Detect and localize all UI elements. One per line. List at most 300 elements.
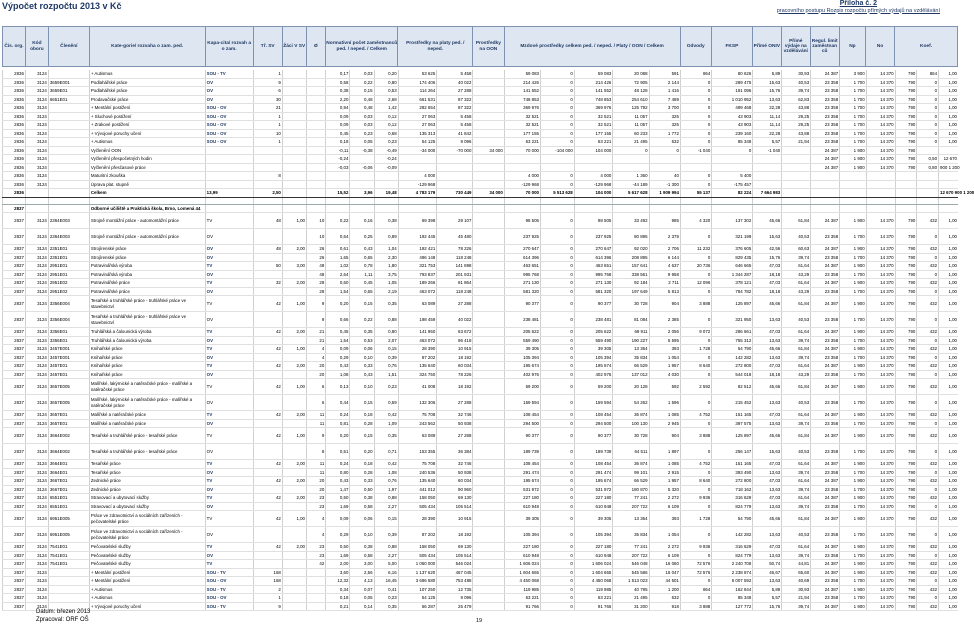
table-cell xyxy=(282,577,306,586)
table-cell: 0,43 xyxy=(326,362,350,371)
table-cell: 14 370 xyxy=(866,312,895,328)
table-cell: 1,00 xyxy=(939,560,958,569)
table-cell: 27 288 xyxy=(437,428,473,444)
table-cell: 1,00 xyxy=(939,70,958,78)
table-cell: 0,18 xyxy=(350,411,374,420)
table-cell xyxy=(866,204,895,213)
table-cell: 2,56 xyxy=(350,568,374,577)
header-cell: Kate-gorie/ rozvaha o zam. ped. xyxy=(89,27,205,67)
table-cell: 14 370 xyxy=(866,568,895,577)
table-cell: + Mentální postižení xyxy=(89,568,205,577)
table-cell: 48 xyxy=(307,270,326,279)
table-cell: 995 768 xyxy=(574,270,613,279)
table-cell: 12 670 900 1 200 xyxy=(940,190,974,196)
table-cell: 39,74 xyxy=(782,336,811,345)
table-cell: 3 700 xyxy=(649,104,680,113)
table-row xyxy=(3,560,959,569)
table-cell: 90 377 xyxy=(574,428,613,444)
table-cell: + Zrakové postižení xyxy=(89,121,205,130)
table-cell: 26 xyxy=(307,253,326,262)
table-cell xyxy=(398,155,437,164)
table-cell: 3124 xyxy=(25,485,48,494)
table-cell: 3664E01 xyxy=(48,460,89,469)
table-cell: 4 xyxy=(307,353,326,362)
table-cell xyxy=(398,197,437,204)
data-table xyxy=(2,70,974,611)
table-cell: 0 xyxy=(680,287,711,296)
table-cell: 2,00 xyxy=(282,494,306,503)
table-cell: 790 xyxy=(895,270,917,279)
table-cell: 66 529 xyxy=(613,477,649,486)
table-cell: 1,00 xyxy=(939,87,958,96)
table-cell: 1,00 xyxy=(939,345,958,354)
table-cell xyxy=(307,204,326,213)
table-cell: -1 300 xyxy=(649,180,680,189)
table-row xyxy=(3,180,959,189)
table-cell: 87 202 xyxy=(398,353,437,362)
table-cell: 432 xyxy=(917,428,939,444)
table-cell: 3657E005 xyxy=(48,395,89,411)
table-cell: 321 950 xyxy=(712,312,753,328)
table-cell: 1 909 994 xyxy=(649,189,680,198)
table-cell: 2,00 xyxy=(282,543,306,552)
table-cell: 790 xyxy=(895,87,917,96)
table-cell xyxy=(473,129,504,138)
table-cell xyxy=(307,78,326,87)
table-row xyxy=(3,146,959,155)
table-cell xyxy=(307,146,326,155)
table-cell: 227 180 xyxy=(574,543,613,552)
table-cell: 45,66 xyxy=(753,345,782,354)
table-cell: 730 449 xyxy=(437,189,473,198)
table-cell xyxy=(782,180,811,189)
table-cell: + Autismus xyxy=(89,585,205,594)
table-cell: 0,45 xyxy=(326,129,350,138)
table-cell: 43,88 xyxy=(782,129,811,138)
table-row xyxy=(3,204,959,213)
table-cell: 0,43 xyxy=(350,245,374,254)
table-cell: 42 xyxy=(253,477,282,486)
table-cell xyxy=(437,163,473,172)
table-cell: 3124 xyxy=(25,287,48,296)
table-cell: 0 xyxy=(541,460,575,469)
table-cell: 20 128 xyxy=(613,379,649,395)
table-cell xyxy=(25,197,48,204)
table-cell: 1 700 xyxy=(840,312,867,328)
table-cell xyxy=(782,204,811,213)
table-cell: 9 096 xyxy=(437,594,473,603)
table-cell xyxy=(307,163,326,172)
table-cell: 864 xyxy=(680,70,711,78)
table-cell: 137 012 xyxy=(613,370,649,379)
table-cell: 0,09 xyxy=(326,511,350,527)
table-cell: 59 083 xyxy=(574,70,613,78)
table-cell: 168 xyxy=(253,577,282,586)
table-cell: 2837 xyxy=(3,419,26,428)
table-cell: 43,29 xyxy=(782,270,811,279)
table-cell xyxy=(473,477,504,486)
header-cell: Čís. org. xyxy=(3,27,26,67)
table-cell: 36 874 xyxy=(613,460,649,469)
table-cell: 2836 xyxy=(3,172,26,181)
table-cell: 14 370 xyxy=(866,229,895,245)
table-cell: SOU - TV xyxy=(205,70,253,78)
table-cell xyxy=(866,172,895,181)
table-cell xyxy=(473,287,504,296)
table-cell: 14 370 xyxy=(866,287,895,296)
table-cell: 1 900 xyxy=(840,163,867,172)
table-cell: 13,63 xyxy=(753,336,782,345)
table-cell: 63 089 xyxy=(398,296,437,312)
table-row xyxy=(3,129,959,138)
table-cell: 0 xyxy=(541,585,575,594)
table-cell xyxy=(473,138,504,147)
table-cell xyxy=(866,189,895,198)
table-cell: 2837 xyxy=(3,362,26,371)
table-cell xyxy=(307,155,326,164)
table-cell: 80 895 xyxy=(613,229,649,245)
table-cell: 14 370 xyxy=(866,213,895,229)
table-cell xyxy=(473,155,504,164)
table-cell: SOU - OV xyxy=(205,121,253,130)
table-cell: 61,64 xyxy=(782,328,811,337)
table-cell: 904 xyxy=(649,428,680,444)
table-cell: 243 562 xyxy=(398,419,437,428)
table-cell: 1 700 xyxy=(840,112,867,121)
table-cell: 2351E01 xyxy=(48,245,89,254)
table-cell: 5 617 628 xyxy=(613,189,649,198)
table-cell: 0 xyxy=(680,502,711,511)
table-cell: Prodavačské práce xyxy=(89,95,205,104)
table-cell xyxy=(253,551,282,560)
table-cell: 42 xyxy=(253,460,282,469)
table-cell: 27 063 xyxy=(398,121,437,130)
table-cell: 1 900 xyxy=(840,379,867,395)
table-cell: Odborné učiliště a Praktická škola, Brno, Lomená 44 xyxy=(89,204,205,213)
table-cell: 3124 xyxy=(25,172,48,181)
table-cell: 0,88 xyxy=(374,494,398,503)
table-cell: 3,60 xyxy=(326,568,350,577)
table-cell: 2836 xyxy=(3,180,26,189)
table-row xyxy=(3,287,959,296)
table-cell: 2836 xyxy=(3,121,26,130)
table-cell: 0,71 xyxy=(374,444,398,460)
table-cell: 0,80 xyxy=(374,78,398,87)
table-cell: 42 xyxy=(253,411,282,420)
table-cell: 40,53 xyxy=(782,527,811,543)
table-cell: 1,00 xyxy=(282,379,306,395)
table-cell: 1,00 xyxy=(939,245,958,254)
table-cell: 6 xyxy=(307,395,326,411)
table-row xyxy=(3,163,959,172)
table-cell: 14 370 xyxy=(866,560,895,569)
table-cell: 0,38 xyxy=(326,87,350,96)
table-cell xyxy=(753,155,782,164)
table-cell: 14 370 xyxy=(866,245,895,254)
table-cell: 581 320 xyxy=(574,287,613,296)
table-cell: 3124 xyxy=(25,511,48,527)
table-cell: 1 900 xyxy=(840,602,867,611)
table-cell: 39,74 xyxy=(782,419,811,428)
table-cell: 18 192 xyxy=(437,379,473,395)
table-cell: 2837 xyxy=(3,560,26,569)
table-cell: 3124 xyxy=(25,296,48,312)
table-cell: 291 474 xyxy=(574,468,613,477)
table-cell xyxy=(473,594,504,603)
table-cell: 28 390 xyxy=(398,511,437,527)
table-cell: 2837 xyxy=(3,444,26,460)
table-cell: 13,63 xyxy=(753,468,782,477)
table-cell: 20 xyxy=(307,485,326,494)
table-cell: 790 xyxy=(895,78,917,87)
table-cell: 24 387 xyxy=(811,146,840,155)
table-cell: 1 900 xyxy=(840,279,867,288)
table-cell: 227 180 xyxy=(504,494,540,503)
table-cell: 14 370 xyxy=(866,460,895,469)
table-cell xyxy=(48,594,89,603)
table-cell: 2837 xyxy=(3,543,26,552)
table-cell: 174 406 xyxy=(398,78,437,87)
table-cell: 158 050 xyxy=(398,494,437,503)
table-cell: 24 387 xyxy=(811,585,840,594)
table-cell xyxy=(541,197,575,204)
table-cell: 402 976 xyxy=(504,370,540,379)
table-cell xyxy=(307,568,326,577)
table-cell: 0,23 xyxy=(374,594,398,603)
table-cell: 0,20 xyxy=(326,428,350,444)
table-cell xyxy=(307,129,326,138)
table-cell xyxy=(811,204,840,213)
table-cell: 14 370 xyxy=(866,370,895,379)
table-cell: Pečovatelské služby xyxy=(89,560,205,569)
table-cell: 432 xyxy=(917,585,939,594)
table-cell: 2837 xyxy=(3,204,26,213)
table-cell: 432 xyxy=(917,345,939,354)
table-row xyxy=(3,494,959,503)
table-cell: 256 147 xyxy=(712,444,753,460)
table-cell: 790 xyxy=(895,585,917,594)
table-cell: 2 711 xyxy=(649,279,680,288)
table-cell xyxy=(613,155,649,164)
table-cell xyxy=(917,204,939,213)
table-cell: 63 672 xyxy=(437,328,473,337)
table-cell: 467 045 xyxy=(437,568,473,577)
table-cell: 46,67 xyxy=(753,568,782,577)
table-cell: 0 xyxy=(541,494,575,503)
table-cell: 1,47 xyxy=(326,485,350,494)
table-cell: 197 649 xyxy=(613,287,649,296)
table-cell: 53 625 xyxy=(398,70,437,78)
table-cell: 0,35 xyxy=(350,328,374,337)
table-cell: 0 xyxy=(917,594,939,603)
table-cell: 0 xyxy=(680,104,711,113)
table-cell: 2,00 xyxy=(326,560,350,569)
table-cell: 43,88 xyxy=(782,104,811,113)
table-cell: 0,51 xyxy=(326,444,350,460)
table-cell: 2836 xyxy=(3,189,26,198)
table-cell: 45 480 xyxy=(437,229,473,245)
table-cell: 141 950 xyxy=(398,328,437,337)
table-cell: 1,00 xyxy=(282,213,306,229)
table-cell: 14 370 xyxy=(866,585,895,594)
table-cell: TV xyxy=(205,345,253,354)
table-cell: 402 976 xyxy=(574,370,613,379)
table-cell: 3124 xyxy=(25,279,48,288)
table-cell xyxy=(282,560,306,569)
table-cell: 3124 xyxy=(25,543,48,552)
table-cell xyxy=(48,197,89,204)
table-cell: 7 489 xyxy=(649,95,680,104)
table-cell: 23 358 xyxy=(811,419,840,428)
table-cell: 790 xyxy=(895,577,917,586)
table-cell: 3124 xyxy=(25,245,48,254)
table-cell: 3667E01 xyxy=(48,477,89,486)
table-cell: 195 674 xyxy=(574,362,613,371)
table-cell: 47,03 xyxy=(753,543,782,552)
table-cell: 4 xyxy=(307,511,326,527)
table-cell: 0,23 xyxy=(374,138,398,147)
table-cell: 40,53 xyxy=(782,444,811,460)
table-cell: 23 358 xyxy=(811,527,840,543)
table-cell xyxy=(282,121,306,130)
table-cell: 0,45 xyxy=(326,328,350,337)
table-cell: 66 529 xyxy=(613,362,649,371)
table-cell xyxy=(473,345,504,354)
table-cell: 54 262 xyxy=(613,395,649,411)
table-cell: 0 xyxy=(541,502,575,511)
table-cell: 0 xyxy=(680,353,711,362)
table-cell xyxy=(25,189,48,198)
table-cell: 0 xyxy=(541,444,575,460)
table-cell: 0 xyxy=(541,428,575,444)
table-cell: 0 xyxy=(680,138,711,147)
table-cell: 0 xyxy=(541,121,575,130)
table-cell: 2951E02 xyxy=(48,279,89,288)
table-cell: 790 xyxy=(895,551,917,560)
table-cell: 23 xyxy=(307,551,326,560)
table-cell: 0 xyxy=(541,353,575,362)
table-cell: 1,54 xyxy=(326,336,350,345)
table-cell: 4 000 xyxy=(398,172,437,181)
table-cell: 2837 xyxy=(3,551,26,560)
table-cell: 790 xyxy=(895,460,917,469)
table-cell xyxy=(48,577,89,586)
table-cell: TV xyxy=(205,477,253,486)
table-cell xyxy=(253,336,282,345)
table-cell: Tesařské a truhlářské práce - tesařské práce xyxy=(89,444,205,460)
footer-info xyxy=(36,609,90,624)
table-cell: 14 370 xyxy=(866,138,895,147)
table-cell: 432 xyxy=(917,245,939,254)
table-cell: 0,34 xyxy=(326,585,350,594)
table-cell: Stravovací a ubytovací služby xyxy=(89,502,205,511)
table-cell: 3124 xyxy=(25,180,48,189)
table-cell: 40,53 xyxy=(782,312,811,328)
table-cell: 0 xyxy=(541,379,575,395)
table-cell: 10 xyxy=(307,229,326,245)
table-row xyxy=(3,460,959,469)
table-row xyxy=(3,468,959,477)
table-cell: 44 501 xyxy=(649,577,680,586)
table-cell: Zednické práce xyxy=(89,485,205,494)
table-cell: 3356E01 xyxy=(48,328,89,337)
table-cell: 2837 xyxy=(3,296,26,312)
table-cell: 2836 xyxy=(3,104,26,113)
table-cell: 0,20 xyxy=(350,444,374,460)
table-cell: 214 426 xyxy=(504,78,540,87)
table-cell: 0,18 xyxy=(350,460,374,469)
table-row xyxy=(3,328,959,337)
table-cell: 4 000 xyxy=(574,172,613,181)
table-cell: 790 xyxy=(895,155,917,164)
table-cell xyxy=(282,138,306,147)
table-cell: 1,00 xyxy=(939,494,958,503)
table-cell xyxy=(473,296,504,312)
table-cell: 0 xyxy=(917,395,939,411)
table-row xyxy=(3,138,959,147)
table-cell: 0,80 xyxy=(917,163,939,172)
table-cell: 127 772 xyxy=(712,602,753,611)
table-cell: 24 387 xyxy=(811,494,840,503)
table-cell: 432 xyxy=(917,460,939,469)
table-cell: 31 200 xyxy=(613,602,649,611)
table-cell: 321 199 xyxy=(712,229,753,245)
table-cell: 39,74 xyxy=(782,602,811,611)
table-cell: 2837 xyxy=(3,411,26,420)
table-cell: 35 834 xyxy=(613,527,649,543)
table-cell: 0 xyxy=(680,577,711,586)
table-cell: 1 604 665 xyxy=(574,568,613,577)
table-cell: 2 xyxy=(253,585,282,594)
table-cell: 41 008 xyxy=(398,379,437,395)
table-cell: 0 xyxy=(917,353,939,362)
table-cell: 2,68 xyxy=(374,95,398,104)
table-cell: 23 358 xyxy=(811,104,840,113)
table-cell: 3124 xyxy=(25,328,48,337)
table-cell: 0 xyxy=(917,370,939,379)
table-cell xyxy=(574,197,613,204)
table-cell: 48 xyxy=(253,213,282,229)
table-cell: 20 xyxy=(307,362,326,371)
table-cell: 0 xyxy=(541,328,575,337)
table-cell: 42 xyxy=(253,494,282,503)
table-cell: 6951E005 xyxy=(48,511,89,527)
table-cell: 2,19 xyxy=(374,287,398,296)
table-cell: 1,05 xyxy=(374,279,398,288)
table-cell xyxy=(504,204,540,213)
table-cell: 1 xyxy=(253,112,282,121)
table-cell: 14 370 xyxy=(866,87,895,96)
table-cell: 24 387 xyxy=(811,296,840,312)
table-cell: 23 xyxy=(307,543,326,552)
table-cell: 1,00 xyxy=(939,336,958,345)
table-cell: 34 000 xyxy=(473,189,504,198)
table-cell: 43 903 xyxy=(712,121,753,130)
table-cell xyxy=(205,146,253,155)
table-cell xyxy=(48,180,89,189)
table-cell xyxy=(253,395,282,411)
table-cell: 18,18 xyxy=(753,287,782,296)
table-cell: -0,03 xyxy=(326,163,350,172)
table-cell: 1 900 xyxy=(840,477,867,486)
table-cell: 0,15 xyxy=(350,395,374,411)
table-cell: 4 450 068 xyxy=(574,577,613,586)
table-cell: 1 700 xyxy=(840,419,867,428)
table-cell: 3124 xyxy=(25,428,48,444)
table-cell: 30 728 xyxy=(613,296,649,312)
table-cell: 0,43 xyxy=(350,370,374,379)
table-cell: 3 888 xyxy=(680,428,711,444)
